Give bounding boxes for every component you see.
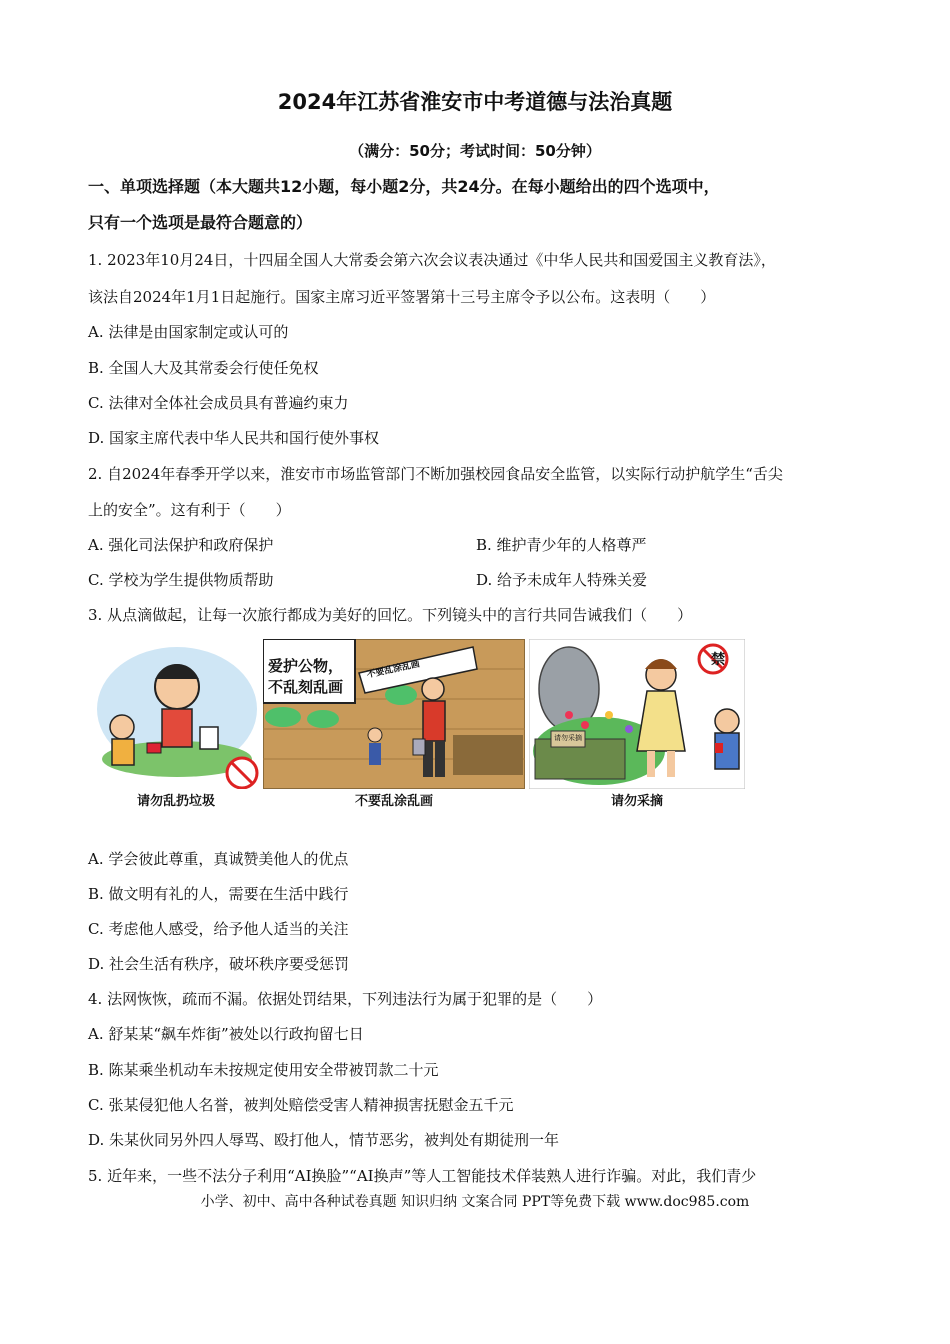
q3-pic3-ban-sign: 禁 bbox=[711, 652, 725, 668]
q3-caption-2: 不要乱涂乱画 bbox=[354, 794, 433, 809]
q3-option-a: A. 学会彼此尊重，真诚赞美他人的优点 bbox=[88, 850, 349, 868]
q5-stem-line1: 5. 近年来，一些不法分子利用“AI换脸”“AI换声”等人工智能技术佯装熟人进行诈骗。对此，我们青少 bbox=[88, 1167, 757, 1185]
q1-stem-line2: 该法自2024年1月1日起施行。国家主席习近平签署第十三号主席令予以公布。这表明（ ） bbox=[88, 288, 716, 306]
section-heading-line1: 一、单项选择题（本大题共12小题，每小题2分，共24分。在每小题给出的四个选项中， bbox=[88, 177, 720, 196]
q3-option-d: D. 社会生活有秩序，破坏秩序要受惩罚 bbox=[88, 955, 350, 973]
exam-subtitle: （满分：50分；考试时间：50分钟） bbox=[349, 142, 601, 160]
q2-option-b: B. 维护青少年的人格尊严 bbox=[476, 536, 647, 554]
exam-title: 2024年江苏省淮安市中考道德与法治真题 bbox=[277, 90, 673, 114]
q3-stem: 3. 从点滴做起，让每一次旅行都成为美好的回忆。下列镜头中的言行共同告诫我们（ ） bbox=[88, 606, 693, 624]
q2-stem-line1: 2. 自2024年春季开学以来，淮安市市场监管部门不断加强校园食品安全监管，以实际行动护航学生“舌尖 bbox=[88, 465, 783, 483]
q1-option-b: B. 全国人大及其常委会行使任免权 bbox=[88, 359, 319, 377]
q2-option-a: A. 强化司法保护和政府保护 bbox=[88, 536, 274, 554]
q4-option-b: B. 陈某乘坐机动车未按规定使用安全带被罚款二十元 bbox=[88, 1061, 439, 1079]
q4-option-d: D. 朱某伙同另外四人辱骂、殴打他人，情节恶劣，被判处有期徒刑一年 bbox=[88, 1131, 560, 1149]
q3-caption-3: 请勿采摘 bbox=[610, 794, 663, 809]
q4-option-c: C. 张某侵犯他人名誉，被判处赔偿受害人精神损害抚慰金五千元 bbox=[88, 1096, 514, 1114]
q3-caption-1: 请勿乱扔垃圾 bbox=[136, 794, 215, 809]
littering-illustration bbox=[92, 639, 260, 789]
q4-option-a: A. 舒某某“飙车炸街”被处以行政拘留七日 bbox=[88, 1025, 364, 1043]
q2-option-c: C. 学校为学生提供物质帮助 bbox=[88, 571, 274, 589]
q3-pic2-sign-line2: 不乱刻乱画 bbox=[268, 678, 344, 696]
q3-pic2-note: 不要乱涂乱画 bbox=[365, 659, 421, 681]
q3-picture-littering bbox=[92, 639, 260, 813]
q3-pic3-board: 请勿采摘 bbox=[554, 734, 582, 742]
q3-option-c: C. 考虑他人感受，给予他人适当的关注 bbox=[88, 920, 349, 938]
section-heading-line2: 只有一个选项是最符合题意的） bbox=[88, 213, 313, 232]
q1-option-a: A. 法律是由国家制定或认可的 bbox=[88, 323, 289, 341]
q4-stem: 4. 法网恢恢，疏而不漏。依据处罚结果，下列违法行为属于犯罪的是（ ） bbox=[88, 990, 603, 1008]
q3-option-b: B. 做文明有礼的人，需要在生活中践行 bbox=[88, 885, 349, 903]
q1-option-c: C. 法律对全体社会成员具有普遍约束力 bbox=[88, 394, 349, 412]
q1-stem-line1: 1. 2023年10月24日，十四届全国人大常委会第六次会议表决通过《中华人民共和国爱国主义教育法》， bbox=[88, 251, 776, 269]
page-footer: 小学、初中、高中各种试卷真题 知识归纳 文案合同 PPT等免费下载 www.doc985.com bbox=[200, 1194, 750, 1210]
q2-option-d: D. 给予未成年人特殊关爱 bbox=[476, 571, 648, 589]
q2-stem-line2: 上的安全”。这有利于（ ） bbox=[88, 501, 291, 519]
q1-option-d: D. 国家主席代表中华人民共和国行使外事权 bbox=[88, 429, 380, 447]
q3-pic2-sign-line1: 爱护公物， bbox=[268, 657, 344, 675]
